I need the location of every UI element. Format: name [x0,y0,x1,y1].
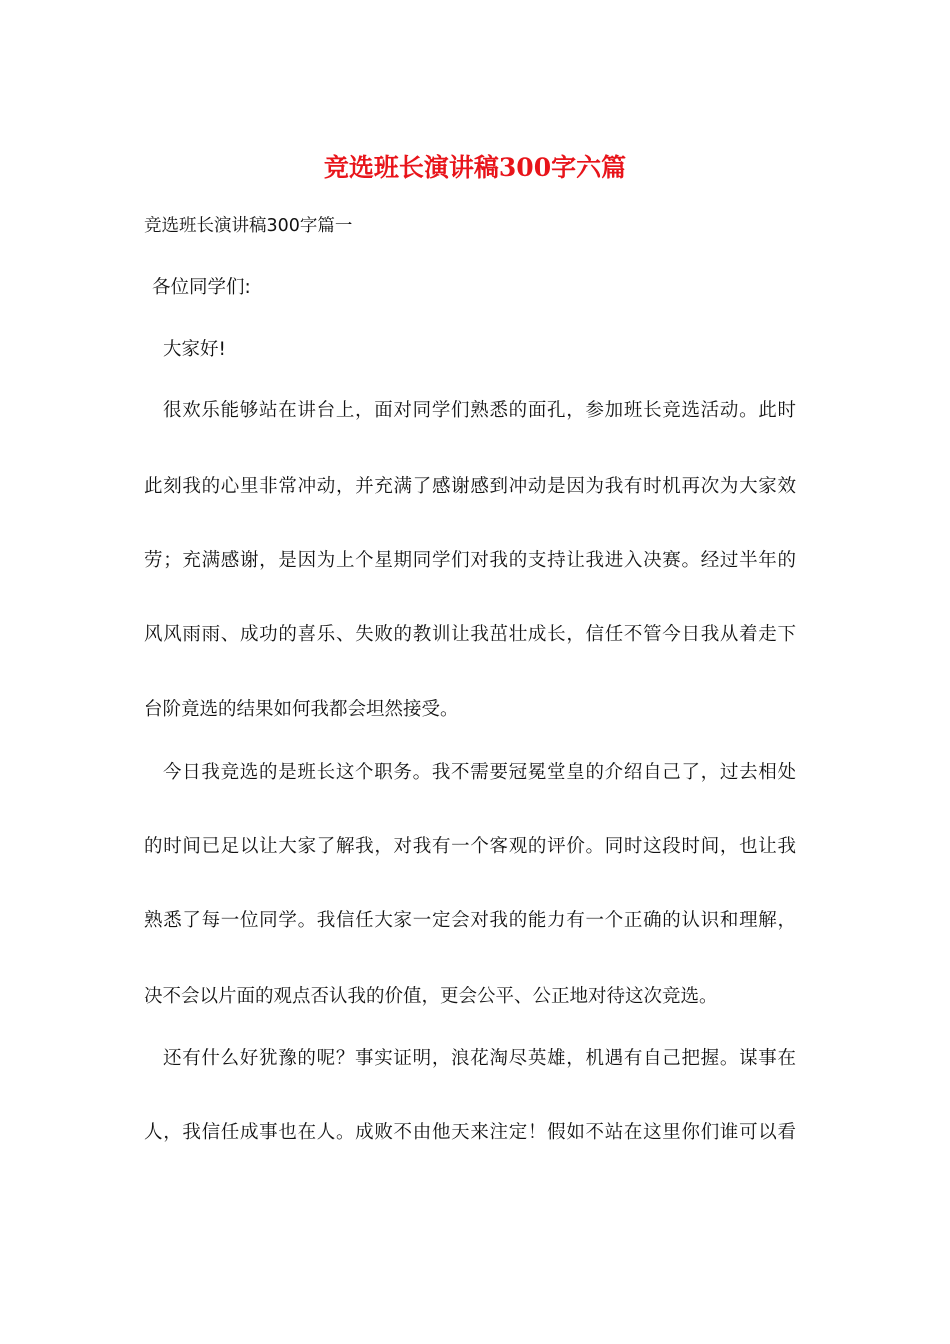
paragraph-line: 今日我竞选的是班长这个职务。我不需要冠冕堂皇的介绍自己了，过去相处 [163,762,796,783]
paragraph-line: 很欢乐能够站在讲台上，面对同学们熟悉的面孔，参加班长竞选活动。此时 [163,400,796,421]
paragraph-line: 台阶竟选的结果如何我都会坦然接受。 [144,699,459,720]
paragraph-line: 还有什么好犹豫的呢？事实证明，浪花淘尽英雄，机遇有自己把握。谋事在 [163,1048,796,1069]
document-title: 竞选班长演讲稿300字六篇 [323,153,627,182]
paragraph-line: 的时间已足以让大家了解我，对我有一个客观的评价。同时这段时间，也让我 [144,836,796,857]
paragraph-line: 熟悉了每一位同学。我信任大家一定会对我的能力有一个正确的认识和理解， [144,910,796,931]
paragraph-line: 决不会以片面的观点否认我的价值，更会公平、公正地对待这次竞选。 [144,986,718,1007]
paragraph-line: 劳；充满感谢，是因为上个星期同学们对我的支持让我进入决赛。经过半年的 [144,550,796,571]
paragraph-line: 风风雨雨、成功的喜乐、失败的教训让我茁壮成长，信任不管今日我从着走下 [144,624,796,645]
greeting: 大家好! [163,339,226,360]
paragraph-line: 人，我信任成事也在人。成败不由他天来注定！假如不站在这里你们谁可以看 [144,1122,796,1143]
section-heading: 竞选班长演讲稿300字篇一 [144,216,353,236]
paragraph-line: 此刻我的心里非常冲动，并充满了感谢感到冲动是因为我有时机再次为大家效 [144,476,796,497]
salutation: 各位同学们: [152,277,251,298]
